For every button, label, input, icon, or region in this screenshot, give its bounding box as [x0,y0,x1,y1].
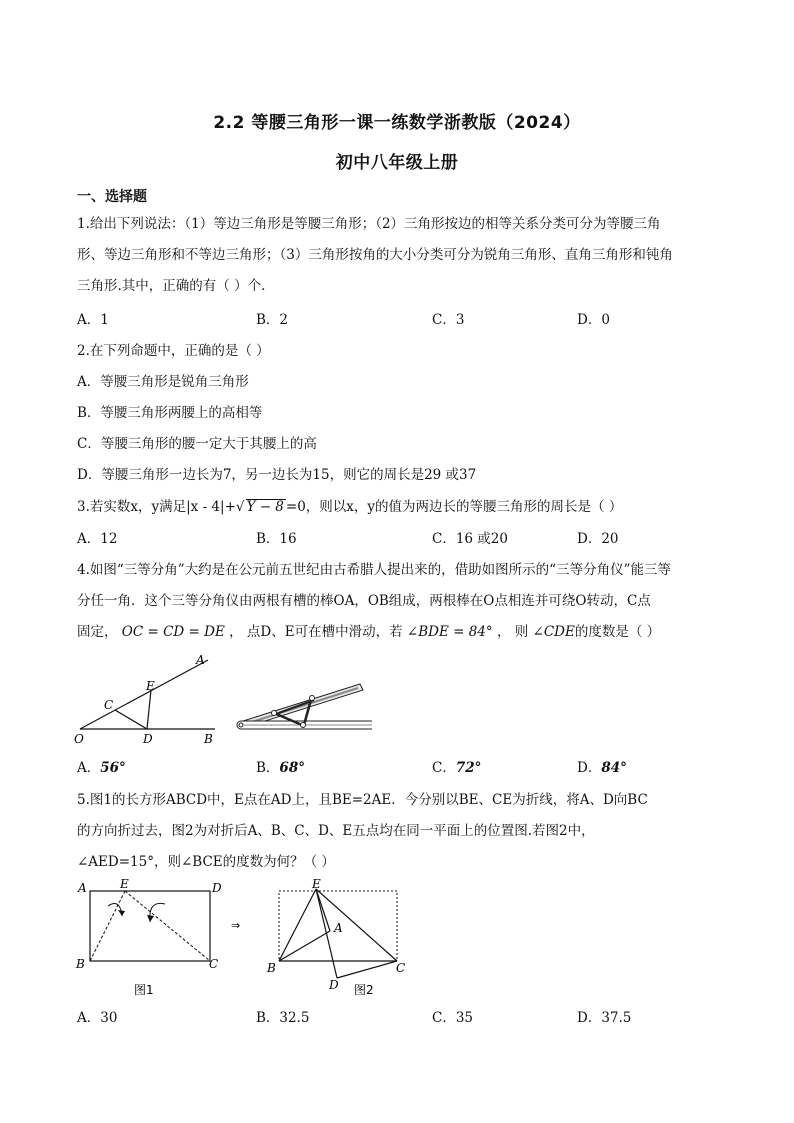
q4-option-d [577,758,627,778]
q1-option-b: B．2 [256,312,289,328]
q4-option-c [432,758,481,778]
q1-line-1: 1.给出下列说法：（1）等边三角形是等腰三角形；（2）三角形按边的相等关系分类可分为等腰三角 [77,216,661,232]
q4-option-a-value: 56° [100,760,126,776]
q4-option-b-value: 68° [279,760,305,776]
segment-de [147,690,151,729]
document-subtitle: 初中八年级上册 [335,153,459,173]
fig1-label-a: A [78,881,87,895]
q4-line-3 [77,622,737,642]
q5-line-1: 5.图1的长方形ABCD中，E点在AD上，且BE=2AE．今分别以BE、CE为折线，将A、D向BC [77,792,648,808]
fig1-label-c: C [209,957,219,971]
q1-option-c: C．3 [432,312,465,328]
q3-sqrt-expression: Y − 8 [246,499,284,515]
q1-option-d: D．0 [577,312,610,328]
q4-line-2: 分任一角．这个三等分角仪由两根有槽的棒OA，OB组成，两根棒在O点相连并可绕O转动，C点 [77,593,651,609]
q3-option-b: B．16 [256,531,297,547]
q5-option-c: C．35 [432,1010,474,1026]
q4-line3-end: 的度数是（ ） [574,624,661,640]
fig1-label-d: D [212,881,222,895]
label-b: B [204,732,213,746]
q4-option-a-letter: A． [77,760,101,776]
q5-option-a: A．30 [77,1010,118,1026]
q4-angle-bde: ∠BDE = 84° [406,624,493,640]
q5-option-d: D．37.5 [577,1010,632,1026]
trisector-instrument-image [232,668,372,734]
fig2-caption: 图2 [354,983,374,997]
document-title: 2.2 等腰三角形一课一练数学浙教版（2024） [213,113,581,133]
fig2-label-b: B [267,961,276,975]
fig2-label-c: C [396,961,406,975]
q5-figure-1 [75,877,222,997]
section-heading: 一、选择题 [77,189,147,205]
q1-option-a: A．1 [77,312,109,328]
q4-option-d-letter: D． [577,760,602,776]
label-e: E [146,679,155,693]
q4-line3-mid: ， 点D、E可在槽中滑动，若 [229,624,403,640]
q4-option-c-value: 72° [455,760,482,776]
q5-line-3: ∠AED=15°，则∠BCE的度数为何？（ ） [77,854,335,870]
q3-option-a: A．12 [77,531,118,547]
q3-stem-end: =0，则以x，y的值为两边长的等腰三角形的周长是（ ） [285,499,623,515]
label-c: C [104,698,114,712]
q4-option-b-letter: B． [256,760,280,776]
q2-option-a: A．等腰三角形是锐角三角形 [77,374,249,390]
label-a: A [196,653,205,667]
q5-option-b: B．32.5 [256,1010,310,1026]
q3-option-c: C．16 或20 [432,531,508,547]
fig2-label-e: E [312,877,321,891]
q4-equation-oc-cd-de: OC = CD = DE [121,624,225,640]
transform-arrow: ⇒ [231,919,241,932]
q4-option-a [77,758,126,778]
segment-cd [115,710,147,729]
q4-angle-cde: ∠CDE [532,624,575,640]
q2-stem: 2.在下列命题中，正确的是（ ） [77,343,270,359]
fig1-caption: 图1 [134,983,154,997]
label-o: O [74,732,84,746]
q2-option-c: C．等腰三角形的腰一定大于其腰上的高 [77,436,317,452]
q2-option-b: B．等腰三角形两腰上的高相等 [77,405,263,421]
q4-line3-start: 固定， [77,624,118,640]
q1-line-3: 三角形.其中，正确的有（ ）个. [77,278,266,294]
q4-option-c-letter: C． [432,760,456,776]
q4-line3-mid2: ， 则 [496,624,529,640]
q4-option-b [256,758,305,778]
q3-option-d: D．20 [577,531,619,547]
ray-oa [80,660,208,729]
fig1-label-e: E [120,877,129,891]
q4-geometry-figure [70,650,230,750]
label-d: D [143,732,153,746]
fig2-label-d: D [329,978,339,992]
q3-stem [77,497,737,517]
fig2-label-a: A [334,921,343,935]
q3-stem-start: 3.若实数x，y满足|x - 4|+ [77,499,236,515]
q4-option-d-value: 84° [601,760,627,776]
q1-line-2: 形、等边三角形和不等边三角形；（3）三角形按角的大小分类可分为锐角三角形、直角三角形和钝角 [77,247,673,263]
q5-figure-2 [266,877,405,997]
q2-option-d: D．等腰三角形一边长为7，另一边长为15，则它的周长是29 或37 [77,467,477,483]
q4-line-1: 4.如图“三等分角”大约是在公元前五世纪由古希腊人提出来的，借助如图所示的“三等分角仪”能三等 [77,562,671,578]
fig1-label-b: B [76,957,85,971]
q5-figures [70,876,410,1001]
sqrt-symbol: √ [235,499,245,515]
q5-line-2: 的方向折过去，图2为对折后A、B、C、D、E五点均在同一平面上的位置图.若图2中， [77,823,595,839]
